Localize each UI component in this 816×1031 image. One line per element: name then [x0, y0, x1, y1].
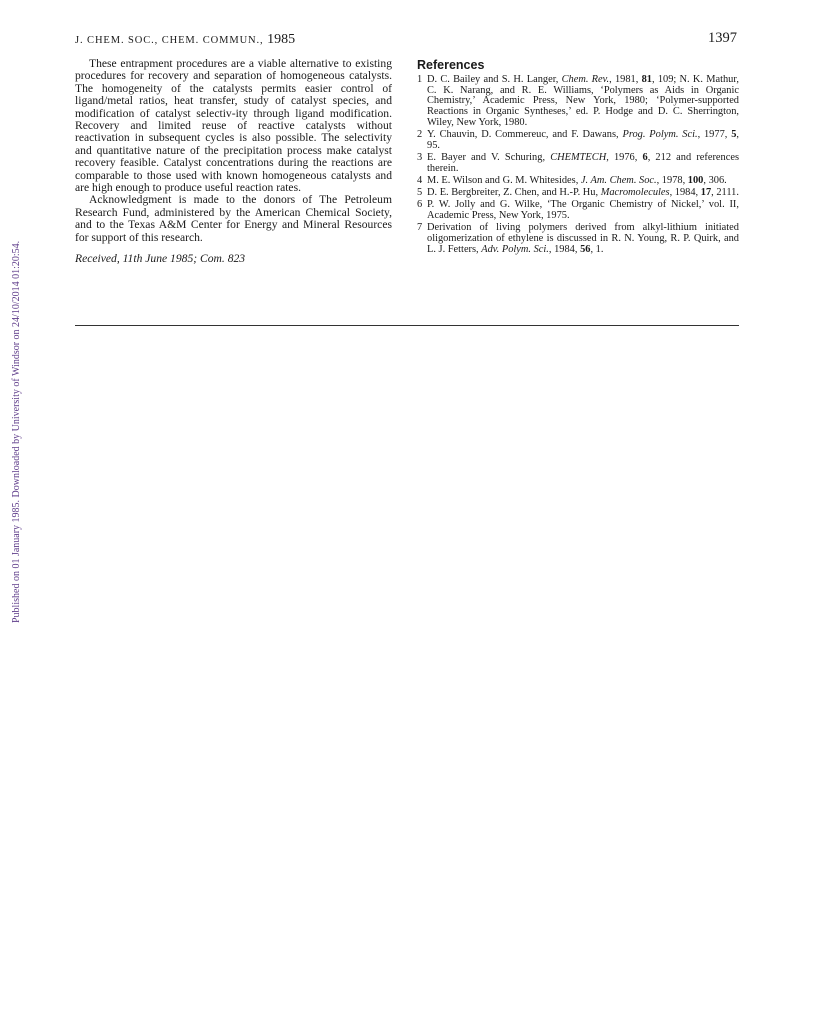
page-number: 1397 — [708, 30, 737, 46]
reference-number: 3 — [417, 151, 423, 163]
reference-segment: , 1984, — [669, 187, 701, 199]
reference-number: 2 — [417, 129, 423, 141]
reference-segment: , 1981, — [609, 74, 642, 85]
reference-text — [427, 153, 739, 174]
reference-number: 4 — [417, 174, 423, 186]
download-notice: Published on 01 January 1985. Downloaded by University of Windsor on 24/10/2014 01:20:54. — [11, 240, 22, 623]
journal-title: J. Am. Chem. Soc. — [580, 174, 657, 186]
conclusion-paragraph: These entrapment procedures are a viable alternative to existing procedures for recovery and separation of homogeneous catalysts. The homogeneity of the catalysts permits easier control of ligand/metal ratios, heat transfer, study of catalyst species, and modification of catalyst selectiv-ity through ligand modification. Recovery and limited reuse of reactive catalysts without reactivation in subsequent cycles is also possible. The selectivity and quantitative nature of the precipitation process make catalyst recovery feasible. Catalyst concentrations during the reactions are comparable to those used with known homogeneous catalysts and are high enough to produce useful reaction rates. — [75, 57, 392, 195]
volume-number: 81 — [641, 74, 652, 85]
reference-item — [417, 75, 739, 129]
acknowledgment-paragraph: Acknowledgment is made to the donors of The Petroleum Research Fund, administered by the American Chemical Society, and to the Texas A&M Center for Energy and Mineral Resources for support of this research. — [75, 193, 392, 244]
reference-segment: , 306. — [703, 174, 727, 186]
reference-text — [427, 130, 739, 151]
reference-text — [427, 200, 739, 221]
references-heading: References — [417, 58, 485, 72]
journal-title: Macromolecules — [600, 187, 670, 199]
reference-segment: E. Bayer and V. Schuring, — [427, 151, 551, 163]
reference-segment: Y. Chauvin, D. Commereuc, and F. Dawans, — [427, 129, 623, 141]
footer-rule — [75, 325, 739, 326]
reference-item — [417, 200, 739, 221]
reference-item — [417, 223, 739, 255]
running-header — [75, 32, 295, 48]
reference-item — [417, 188, 739, 199]
reference-item — [417, 153, 739, 174]
reference-segment: , 1977, — [697, 129, 732, 141]
reference-segment: M. E. Wilson and G. M. Whitesides, — [427, 174, 581, 186]
reference-item — [417, 130, 739, 151]
journal-title: Adv. Polym. Sci. — [481, 243, 549, 255]
reference-number: 6 — [417, 199, 423, 211]
reference-segment: Derivation of living polymers derived from alkyl-lithium initiated oligomerization of ethylene is discussed in R. N. Young, R. P. Quirk, and L. J. Fetters, — [427, 222, 739, 255]
reference-segment: , 1984, — [548, 243, 581, 255]
volume-number: 5 — [731, 129, 737, 141]
reference-segment: D. E. Bergbreiter, Z. Chen, and H.-P. Hu, — [427, 187, 601, 199]
reference-number: 5 — [417, 187, 423, 199]
reference-text — [427, 223, 739, 255]
download-watermark — [0, 0, 20, 640]
journal-year: 1985 — [267, 32, 296, 47]
reference-segment: , 212 and references therein. — [427, 151, 739, 174]
reference-number: 1 — [417, 74, 423, 85]
journal-title: Chem. Rev. — [561, 74, 610, 85]
reference-list — [417, 75, 739, 255]
journal-title: Prog. Polym. Sci. — [622, 129, 698, 141]
volume-number: 56 — [580, 243, 591, 255]
received-line: Received, 11th June 1985; Com. 823 — [75, 252, 246, 266]
reference-item — [417, 176, 739, 187]
reference-segment: , 1. — [590, 243, 604, 255]
journal-title: CHEMTECH — [550, 151, 607, 163]
volume-number: 6 — [642, 151, 648, 163]
volume-number: 17 — [700, 187, 712, 199]
reference-segment: , 1978, — [656, 174, 688, 186]
reference-text — [427, 176, 739, 187]
reference-segment: , 2111. — [711, 187, 739, 199]
reference-text — [427, 188, 739, 199]
reference-segment: P. W. Jolly and G. Wilke, ‘The Organic Chemistry of Nickel,’ vol. II, Academic Press, New York, 1975. — [427, 199, 739, 221]
references-column — [417, 58, 739, 257]
reference-text — [427, 75, 739, 129]
body-column — [75, 58, 392, 266]
reference-segment: D. C. Bailey and S. H. Langer, — [427, 74, 562, 85]
reference-segment: , 1976, — [606, 151, 643, 163]
volume-number: 100 — [687, 174, 704, 186]
reference-number: 7 — [417, 222, 423, 234]
reference-segment: , 95. — [427, 129, 740, 151]
reference-segment: , 109; N. K. Mathur, C. K. Narang, and R. E. Williams, ‘Polymers as Aids in Organic Chemistry,’ Academic Press, New York, 1980; ‘Polymer-supported Reactions in Organic Syntheses,’ ed. P. Hodge and D. C. Sherrington, Wiley, New York, 1980. — [427, 74, 740, 128]
journal-name: J. CHEM. SOC., CHEM. COMMUN., — [75, 35, 264, 46]
